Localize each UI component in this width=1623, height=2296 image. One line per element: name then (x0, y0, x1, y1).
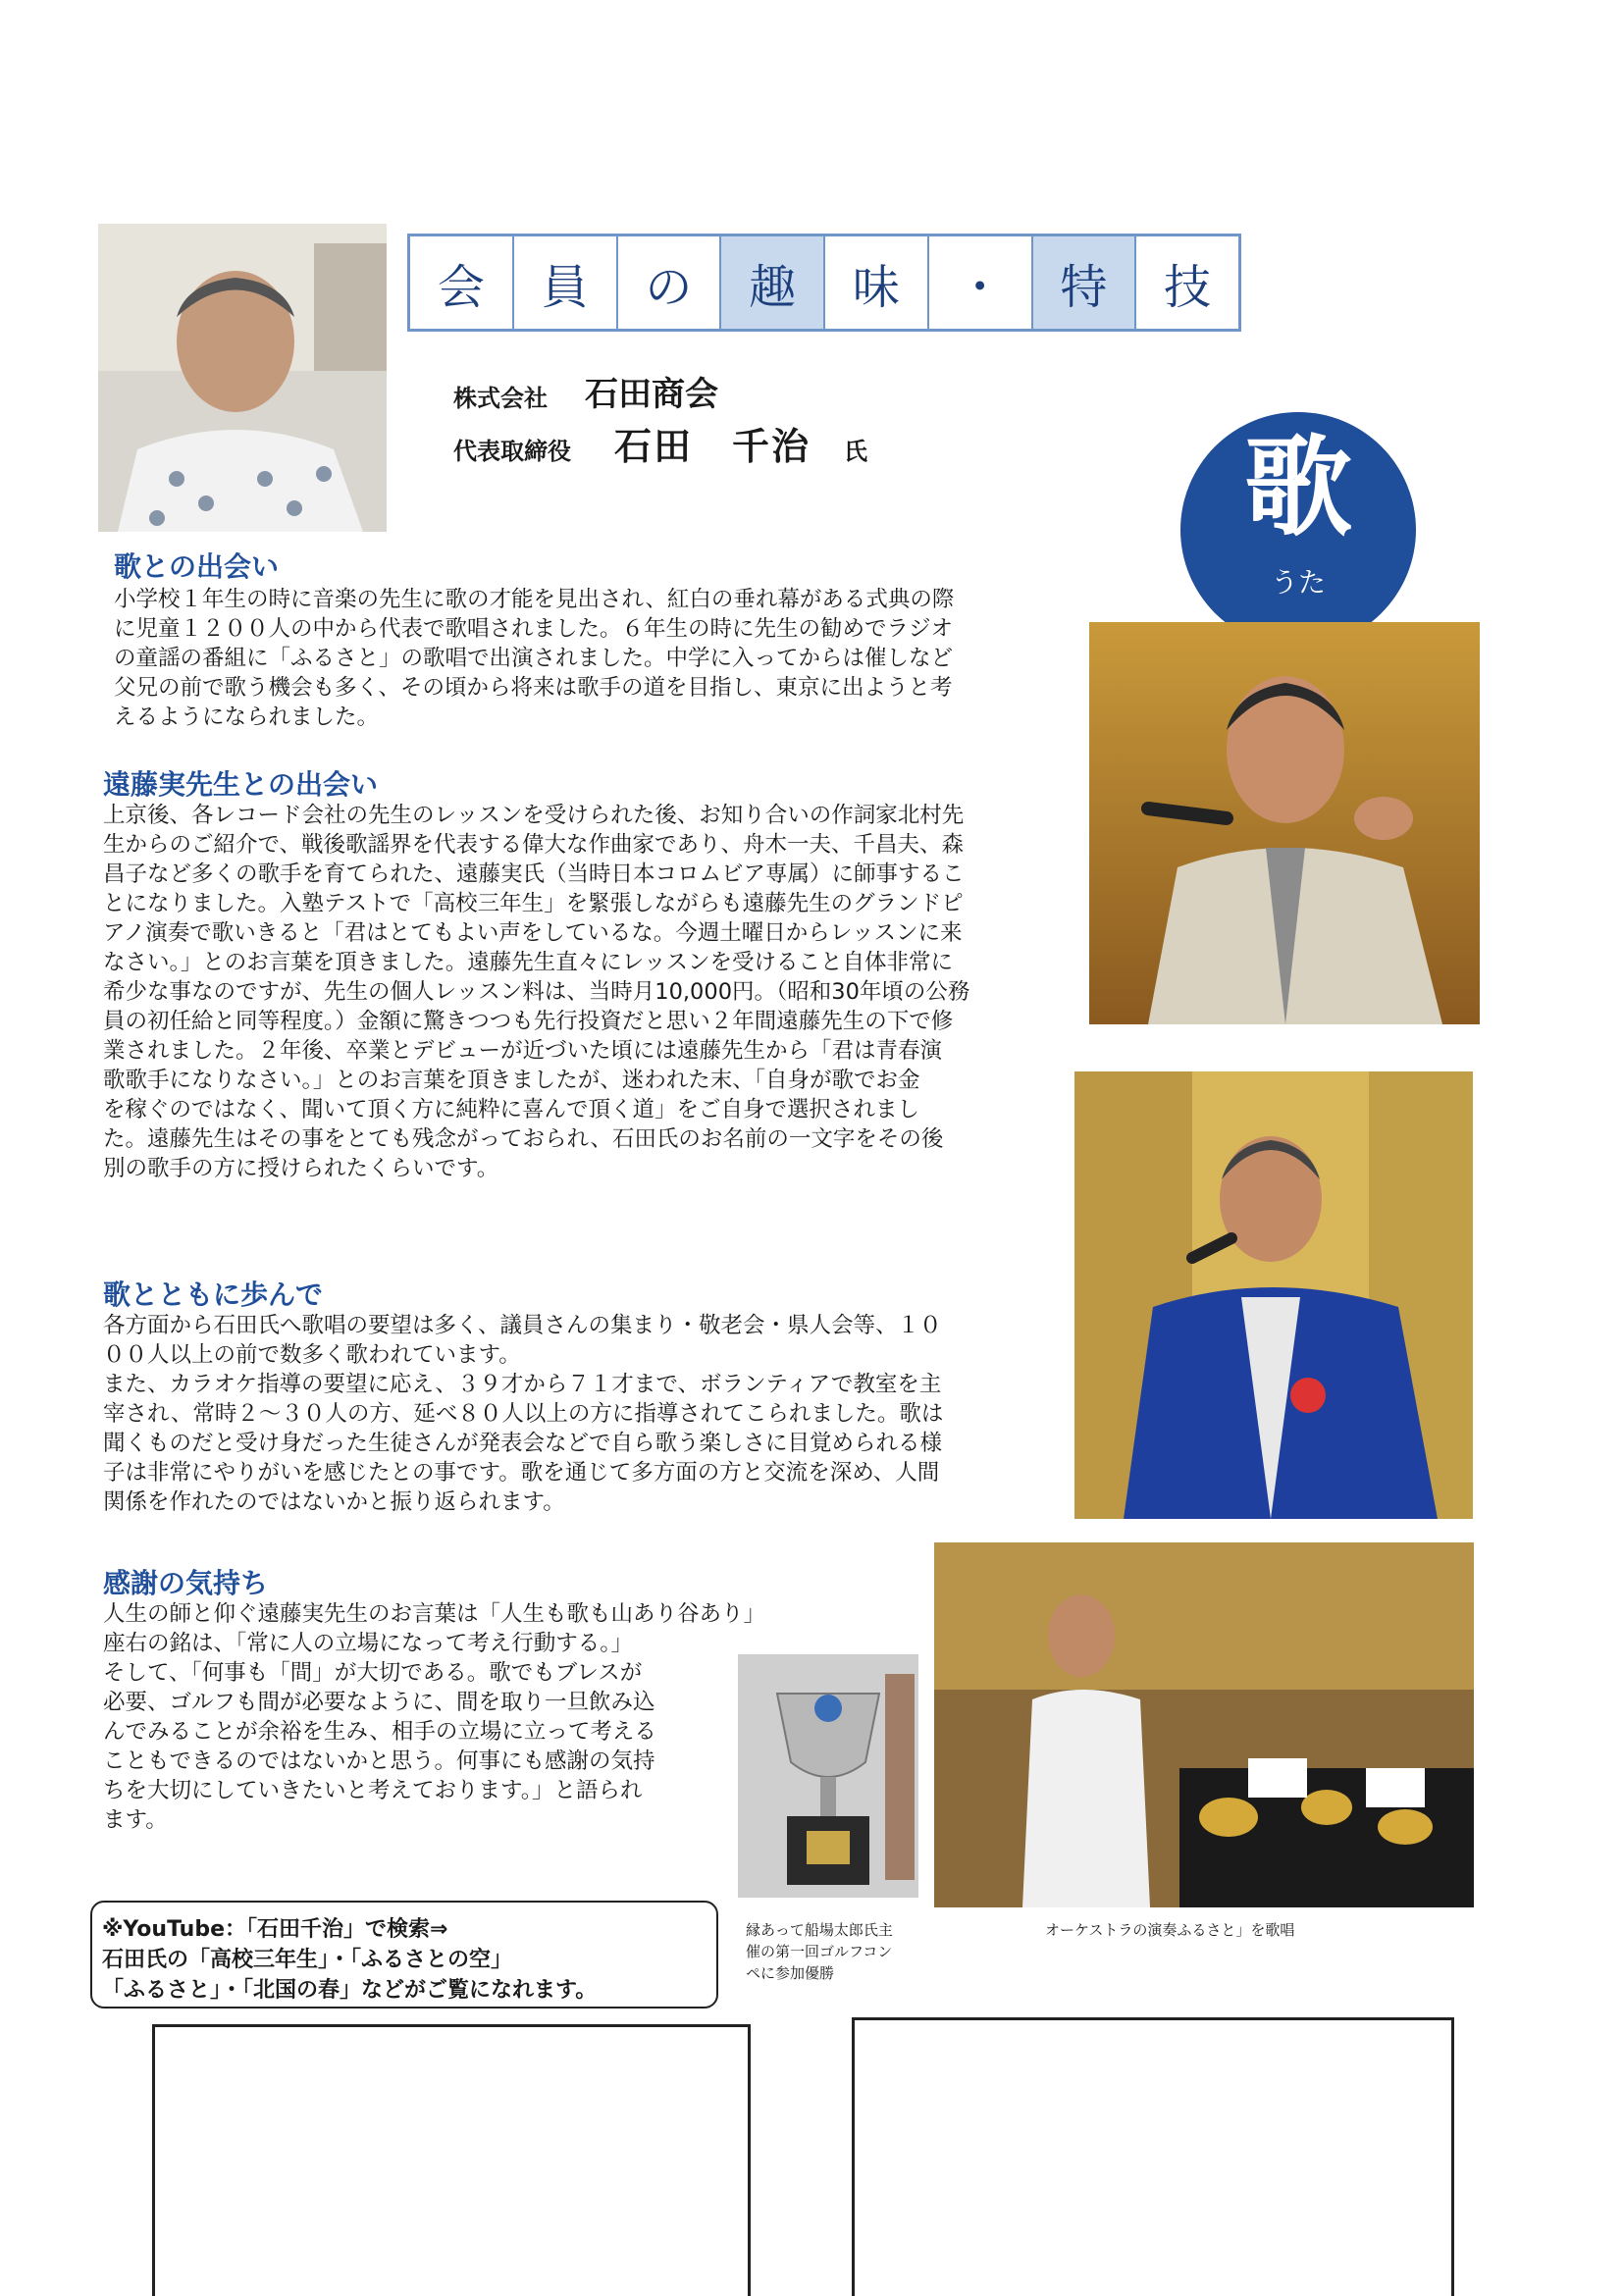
body-line: ００人以上の前で数多く歌われています。 (103, 1342, 521, 1368)
title-banner (407, 234, 1241, 332)
caption-line: ペに参加優勝 (746, 1964, 835, 1982)
note-line: 「ふるさと」・「北国の春」などがご覧になれます。 (102, 1978, 598, 2003)
caption-line: 縁あって船場太郎氏主 (746, 1921, 893, 1939)
body-line: そして、「何事も「間」が大切である。歌でもブレスが (103, 1660, 643, 1686)
section-heading: 感謝の気持ち (103, 1567, 269, 1599)
portrait-photo (98, 224, 387, 532)
body-line: 宰され、常時２～３０人の方、延べ８０人以上の方に指導されてこられました。歌は (103, 1401, 944, 1427)
body-line: アノ演奏で歌いきると「君はとてもよい声をしているな。今週土曜日からレッスンに来 (103, 920, 963, 946)
note-line: ※YouTube：「石田千治」で検索⇒ (102, 1917, 448, 1942)
title-char: 味 (825, 236, 929, 329)
body-line: 関係を作れたのではないかと振り返られます。 (103, 1489, 565, 1515)
section-heading: 歌との出会い (114, 550, 280, 583)
section-body (103, 1599, 765, 1835)
company-name: 石田商会 (585, 375, 718, 414)
body-line: ちを大切にしていきたいと考えております。」と語られ (103, 1778, 643, 1803)
body-line: 生からのご紹介で、戦後歌謡界を代表する偉大な作曲家であり、舟木一夫、千昌夫、森 (103, 832, 965, 858)
category-ruby: うた (1270, 566, 1326, 599)
trophy-caption (746, 1919, 893, 1984)
trophy-photo (738, 1654, 918, 1898)
note-line: 石田氏の「高校三年生」・「ふるさとの空」 (102, 1948, 513, 1972)
body-line: 必要、ゴルフも間が必要なように、間を取り一旦飲み込 (103, 1690, 655, 1715)
body-line: 希少な事なのですが、先生の個人レッスン料は、当時月10,000円。（昭和30年頃の公務 (103, 979, 970, 1005)
title-char: 会 (410, 236, 514, 329)
body-line: なさい。」とのお言葉を頂きました。遠藤先生直々にレッスンを受けること自体非常に (103, 950, 954, 975)
section-body (103, 801, 969, 1183)
category-badge (1180, 412, 1416, 648)
section-body (103, 1311, 943, 1517)
person-suffix: 氏 (844, 438, 867, 465)
body-line: とになりました。入塾テストで「高校三年生」を緊張しながらも遠藤先生のグランドピ (103, 891, 964, 916)
body-line: 員の初任給と同等程度。）金額に驚きつつも先行投資だと思い２年間遠藤先生の下で修 (103, 1009, 954, 1034)
title-char: の (618, 236, 722, 329)
blank-box-left (152, 2024, 751, 2296)
company-type-label: 株式会社 (453, 385, 548, 412)
body-line: んでみることが余裕を生み、相手の立場に立って考える (103, 1719, 656, 1745)
singing-photo-1 (1089, 622, 1480, 1024)
body-line: た。遠藤先生はその事をとても残念がっておられ、石田氏のお名前の一文字をその後 (103, 1126, 944, 1152)
title-char-highlight: 特 (1033, 236, 1137, 329)
body-line: 子は非常にやりがいを感じたとの事です。歌を通じて多方面の方と交流を深め、人間 (103, 1460, 940, 1486)
body-line: 人生の師と仰ぐ遠藤実先生のお言葉は「人生も歌も山あり谷あり」 (103, 1601, 766, 1627)
body-line: 業されました。２年後、卒業とデビューが近づいた頃には遠藤先生から「君は青春演 (103, 1038, 943, 1064)
body-line: 歌歌手になりなさい。」とのお言葉を頂きましたが、迷われた末、「自身が歌でお金 (103, 1068, 920, 1093)
body-line: 小学校１年生の時に音楽の先生に歌の才能を見出され、紅白の垂れ幕がある式典の際 (114, 587, 955, 612)
title-char-highlight: 趣 (721, 236, 825, 329)
blank-box-right (852, 2017, 1454, 2296)
body-line: えるようになられました。 (114, 704, 380, 730)
youtube-note-box (90, 1901, 718, 2009)
body-line: また、カラオケ指導の要望に応え、３９才から７１才まで、ボランティアで教室を主 (103, 1372, 942, 1397)
orchestra-caption: オーケストラの演奏ふるさと」を歌唱 (1045, 1921, 1295, 1939)
section-body (114, 585, 954, 732)
person-title: 代表取締役 (453, 438, 571, 465)
body-line: 別の歌手の方に授けられたくらいです。 (103, 1156, 499, 1181)
orchestra-photo (934, 1542, 1474, 1907)
body-line: の童謡の番組に「ふるさと」の歌唱で出演されました。中学に入ってからは催しなど (114, 646, 954, 671)
body-line: に児童１２００人の中から代表で歌唱されました。６年生の時に先生の勧めでラジオ (114, 616, 954, 642)
title-char: 技 (1164, 259, 1212, 315)
body-line: 聞くものだと受け身だった生徒さんが発表会などで自ら歌う楽しさに目覚められる様 (103, 1431, 943, 1456)
title-char: 員 (514, 236, 618, 329)
section-heading: 遠藤実先生との出会い (103, 768, 379, 801)
body-line: こともできるのではないかと思う。何事にも感謝の気持 (103, 1748, 655, 1774)
body-line: 上京後、各レコード会社の先生のレッスンを受けられた後、お知り合いの作詞家北村先 (103, 803, 965, 828)
caption-line: 催の第一回ゴルフコン (746, 1943, 893, 1960)
body-line: 各方面から石田氏へ歌唱の要望は多く、議員さんの集まり・敬老会・県人会等、１０ (103, 1313, 942, 1338)
person-name: 石田 千治 (614, 425, 812, 468)
section-heading: 歌とともに歩んで (103, 1278, 324, 1311)
body-line: 父兄の前で歌う機会も多く、その頃から将来は歌手の道を目指し、東京に出ようと考 (114, 675, 953, 701)
title-char: ・ (929, 236, 1033, 329)
body-line: 座右の銘は、「常に人の立場になって考え行動する。」 (103, 1631, 634, 1656)
body-line: 昌子など多くの歌手を育てられた、遠藤実氏（当時日本コロムビア専属）に師事するこ (103, 861, 965, 887)
singing-photo-2 (1074, 1071, 1473, 1519)
category-kanji: 歌 (1244, 425, 1352, 550)
body-line: を稼ぐのではなく、聞いて頂く方に純粋に喜んで頂く道」をご自身で選択されまし (103, 1097, 920, 1122)
body-line: ます。 (103, 1807, 168, 1833)
